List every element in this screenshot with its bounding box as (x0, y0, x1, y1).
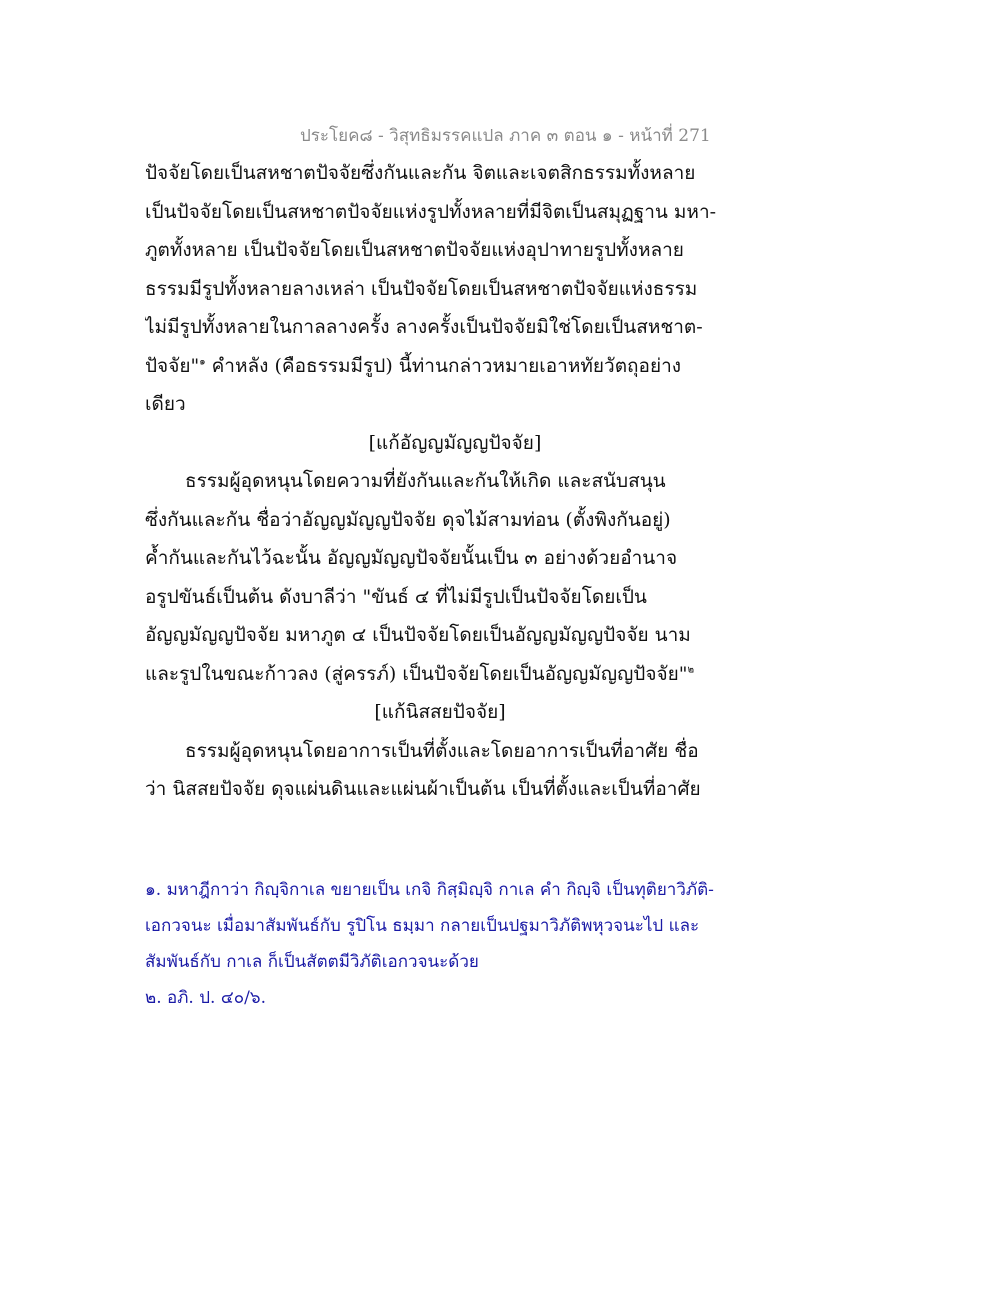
text-line: อรูปขันธ์เป็นต้น ดังบาลีว่า "ขันธ์ ๔ ที่ไม่มีรูปเป็นปัจจัยโดยเป็น (145, 585, 647, 608)
text-line: ภูตทั้งหลาย เป็นปัจจัยโดยเป็นสหชาตปัจจัยแห่งอุปาทายรูปทั้งหลาย (145, 239, 684, 261)
footnote-line: ๑. มหาฎีกาว่า กิญฺจิกาเล ขยายเป็น เกจิ กิสฺมิญฺจิ กาเล คำ กิญฺจิ เป็นทุติยาวิภัติ- (145, 880, 714, 900)
text-line (145, 655, 735, 694)
text-line: ปัจจัยโดยเป็นสหชาตปัจจัยซึ่งกันและกัน จิตและเจตสิกธรรมทั้งหลาย (145, 162, 696, 184)
text-line: ค้ำกันและกันไว้ฉะนั้น อัญญมัญญปัจจัยนั้นเป็น ๓ อย่างด้วยอำนาจ (145, 547, 678, 569)
footnote-line: ๒. อภิ. ป. ๔๐/๖. (145, 988, 267, 1008)
text-line (145, 347, 735, 386)
footnote-ref: ๒ (687, 664, 695, 676)
section-heading: [แก้นิสสยปัจจัย] (374, 701, 506, 723)
footnote-line: เอกวจนะ เมื่อมาสัมพันธ์กับ รูปิโน ธมฺมา กลายเป็นปฐมาวิภัติพหุวจนะไป และ (145, 916, 700, 936)
footnote-ref: ๑ (199, 356, 206, 368)
section-heading: [แก้อัญญมัญญปัจจัย] (368, 431, 542, 454)
text-line: อัญญมัญญปัจจัย มหาภูต ๔ เป็นปัจจัยโดยเป็นอัญญมัญญปัจจัย นาม (145, 624, 691, 646)
text-span: คำหลัง (คือธรรมมีรูป) นี้ท่านกล่าวหมายเอาหทัยวัตถุอย่าง (205, 354, 682, 377)
page-header: ประโยค๘ - วิสุทธิมรรคแปล ภาค ๓ ตอน ๑ - หน้าที่ 271 (300, 126, 711, 146)
text-line: ธรรมผู้อุดหนุนโดยความที่ยังกันและกันให้เกิด และสนับสนุน (185, 470, 666, 492)
text-span: ปัจจัย" (145, 354, 200, 377)
text-line: ธรรมผู้อุดหนุนโดยอาการเป็นที่ตั้งและโดยอาการเป็นที่อาศัย ชื่อ (185, 739, 699, 762)
main-text (145, 154, 735, 809)
text-span: และรูปในขณะก้าวลง (สู่ครรภ์) เป็นปัจจัยโดยเป็นอัญญมัญญปัจจัย" (145, 662, 688, 685)
text-line: เดียว (145, 393, 186, 415)
footnotes (145, 872, 735, 1016)
text-line: ธรรมมีรูปทั้งหลายลางเหล่า เป็นปัจจัยโดยเป็นสหชาตปัจจัยแห่งธรรม (145, 277, 698, 300)
text-line: ซึ่งกันและกัน ชื่อว่าอัญญมัญญปัจจัย ดุจไม้สามท่อน (ตั้งพิงกันอยู่) (145, 508, 671, 531)
text-line: เป็นปัจจัยโดยเป็นสหชาตปัจจัยแห่งรูปทั้งหลายที่มีจิตเป็นสมุฏฐาน มหา- (145, 200, 717, 223)
text-line: ไม่มีรูปทั้งหลายในกาลลางครั้ง ลางครั้งเป็นปัจจัยมิใช่โดยเป็นสหชาต- (145, 316, 703, 338)
text-line: ว่า นิสสยปัจจัย ดุจแผ่นดินและแผ่นผ้าเป็นต้น เป็นที่ตั้งและเป็นที่อาศัย (145, 778, 701, 800)
footnote-line: สัมพันธ์กับ กาเล ก็เป็นสัตตมีวิภัติเอกวจนะด้วย (145, 952, 479, 972)
